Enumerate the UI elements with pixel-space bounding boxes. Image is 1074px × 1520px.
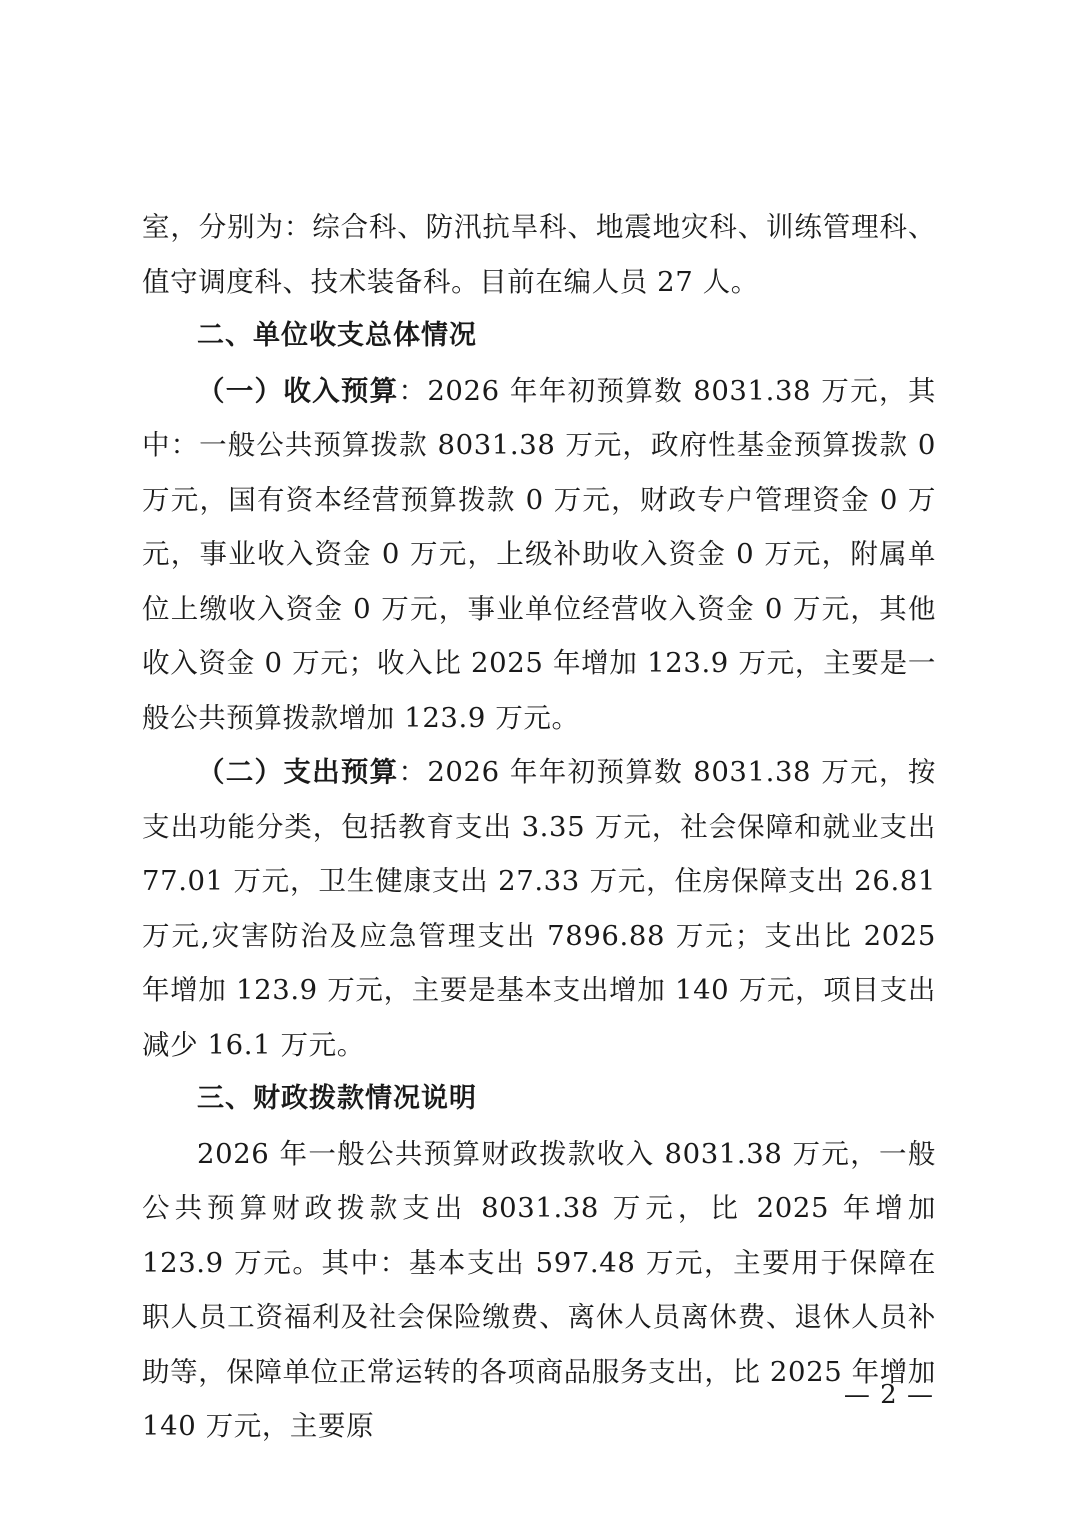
section-heading-fiscal-appropriation: 三、财政拨款情况说明 xyxy=(197,1083,477,1114)
expenditure-budget-paragraph xyxy=(142,745,936,1072)
section-heading-income-expenditure: 二、单位收支总体情况 xyxy=(197,320,477,351)
fiscal-appropriation-paragraph: 2026 年一般公共预算财政拨款收入 8031.38 万元，一般公共预算财政拨款支出 8031.38 万元，比 2025 年增加 123.9 万元。其中：基本支出 597.48 万元，主要用于保障在职人员工资福利及社会保险缴费、离休人员离休费、退休人员补助等，保障单位正常运转的各项商品服务支出，比 2025 年增加 140 万元，主要原 xyxy=(142,1137,936,1442)
expenditure-budget-text: ：2026 年年初预算数 8031.38 万元，按支出功能分类，包括教育支出 3.35 万元，社会保障和就业支出 77.01 万元，卫生健康支出 27.33 万元，住房保障支出 26.81 万元,灾害防治及应急管理支出 7896.88 万元；支出比 2025 年增加 123.9 万元，主要是基本支出增加 140 万元，项目支出减少 16.1 万元。 xyxy=(142,756,936,1061)
income-budget-label: （一）收入预算 xyxy=(197,374,399,407)
document-body xyxy=(142,200,936,1454)
income-budget-paragraph xyxy=(142,364,936,746)
intro-paragraph: 室，分别为：综合科、防汛抗旱科、地震地灾科、训练管理科、值守调度科、技术装备科。目前在编人员 27 人。 xyxy=(142,211,936,298)
page-number: — 2 — xyxy=(843,1380,934,1410)
income-budget-text: ：2026 年年初预算数 8031.38 万元，其中：一般公共预算拨款 8031.38 万元，政府性基金预算拨款 0 万元，国有资本经营预算拨款 0 万元，财政专户管理资金 0 万元，事业收入资金 0 万元，上级补助收入资金 0 万元，附属单位上缴收入资金 0 万元，事业单位经营收入资金 0 万元，其他收入资金 0 万元；收入比 2025 年增加 123.9 万元，主要是一般公共预算拨款增加 123.9 万元。 xyxy=(142,374,936,734)
expenditure-budget-label: （二）支出预算 xyxy=(197,756,399,788)
